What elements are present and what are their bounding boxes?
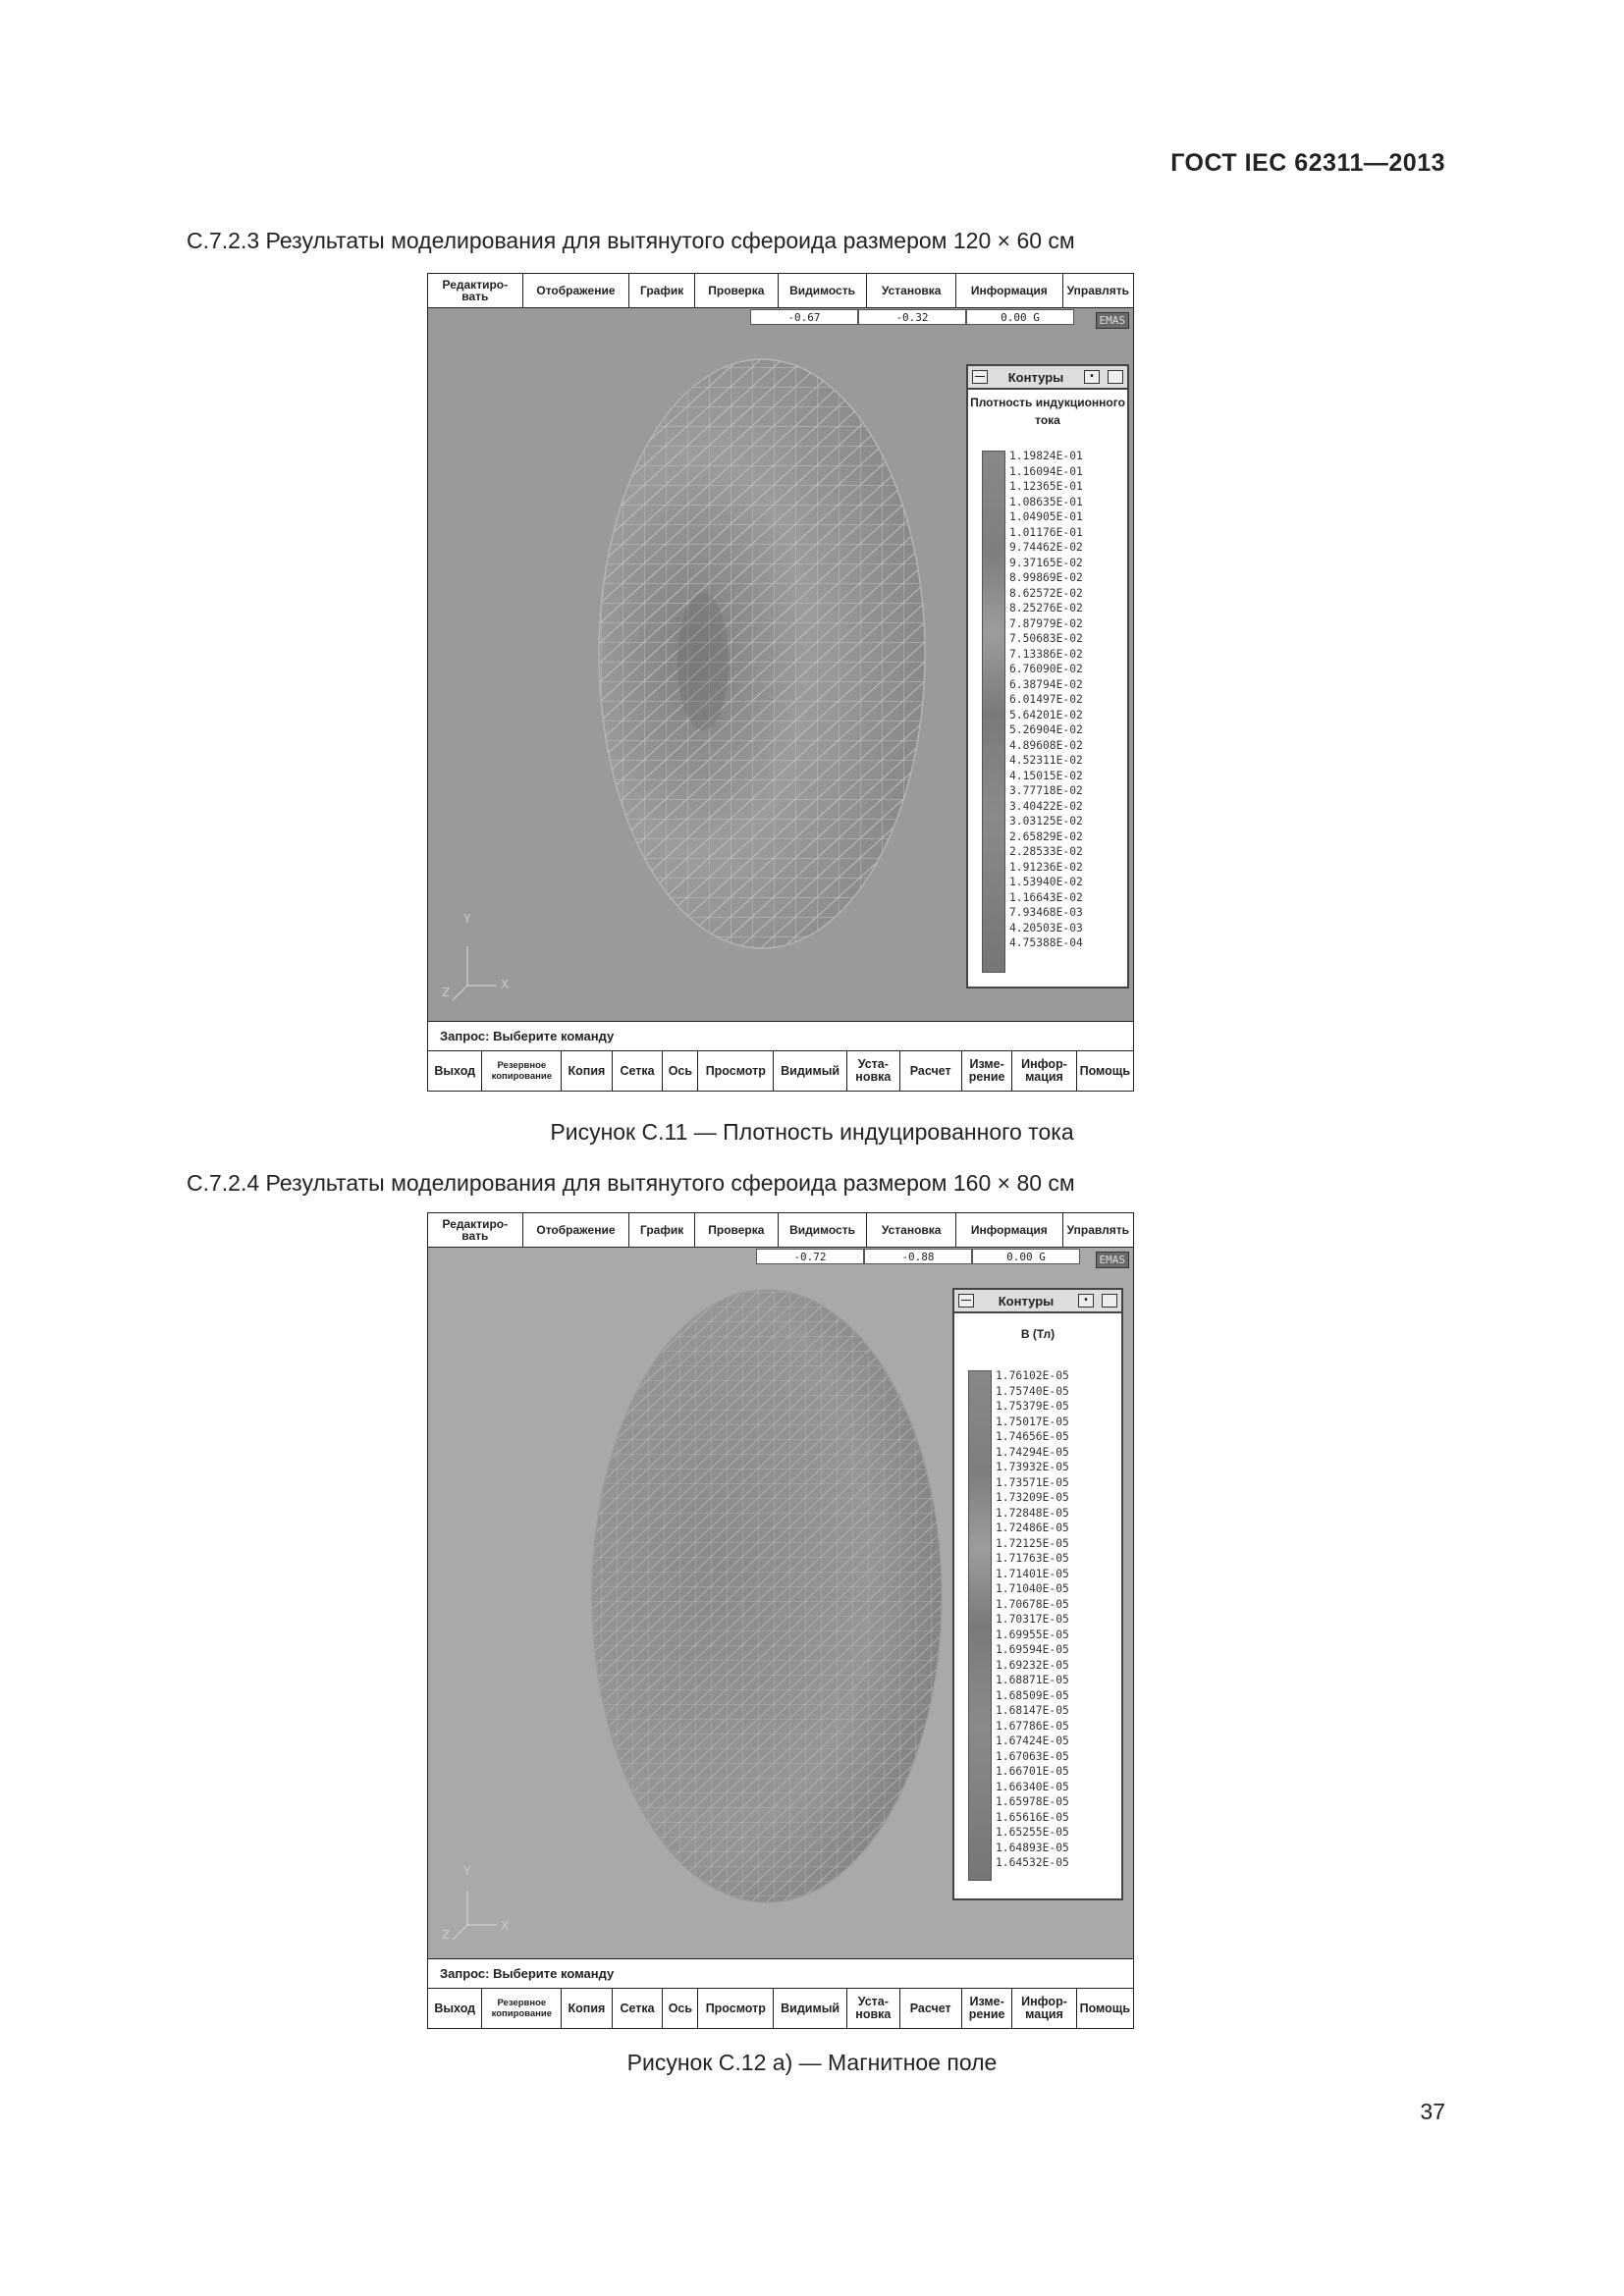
axis-y-label: Y: [463, 1864, 471, 1878]
simulation-window-2: [427, 1212, 1134, 2029]
cmd-info[interactable]: Инфор-мация: [1012, 1051, 1076, 1091]
maximize-icon[interactable]: [1102, 1294, 1117, 1308]
cmd-view[interactable]: Просмотр: [698, 1051, 774, 1091]
window-menu-icon[interactable]: —: [958, 1294, 974, 1308]
legend-titlebar[interactable]: [968, 366, 1127, 390]
axis-y-label: Y: [463, 912, 471, 926]
cmd-mesh[interactable]: Сетка: [613, 1989, 664, 2028]
cmd-copy[interactable]: Копия: [562, 1051, 613, 1091]
menu-info[interactable]: Информация: [956, 274, 1063, 307]
section-heading-1: С.7.2.3 Результаты моделирования для вытянутого сфероида размером 120 × 60 см: [187, 228, 1075, 253]
contours-legend[interactable]: [966, 364, 1129, 988]
maximize-icon[interactable]: [1108, 370, 1123, 384]
menu-check[interactable]: Проверка: [695, 274, 779, 307]
axis-z-label: Z: [442, 1928, 451, 1942]
legend-window-title: Контуры: [1007, 369, 1064, 385]
cmd-backup[interactable]: Резервное копирование: [482, 1051, 562, 1091]
section-heading-2: С.7.2.4 Результаты моделирования для вытянутого сфероида размером 160 × 80 см: [187, 1170, 1075, 1196]
emas-logo: EMAS: [1096, 1252, 1130, 1268]
menu-manage[interactable]: Управлять: [1066, 284, 1129, 297]
menu-bar: [428, 1213, 1133, 1248]
cmd-exit[interactable]: Выход: [428, 1051, 482, 1091]
document-code: ГОСТ IEC 62311—2013: [1170, 149, 1445, 177]
command-bar: [428, 1988, 1133, 2028]
cmd-setup[interactable]: Уста-новка: [847, 1989, 900, 2028]
minimize-icon[interactable]: •: [1078, 1294, 1094, 1308]
readout-x: -0.72: [756, 1249, 864, 1264]
readout-x: -0.67: [750, 309, 858, 325]
command-prompt: Запрос: Выберите команду: [428, 1021, 1133, 1051]
menu-setup[interactable]: Установка: [867, 1213, 956, 1247]
cmd-help[interactable]: Помощь: [1079, 2001, 1130, 2015]
figure-caption-2: Рисунок С.12 а) — Магнитное поле: [626, 2050, 998, 2075]
readout-y: -0.32: [858, 309, 966, 325]
emas-logo: EMAS: [1096, 312, 1130, 329]
cmd-calculate[interactable]: Расчет: [900, 1989, 962, 2028]
cmd-axis[interactable]: Ось: [663, 1989, 698, 2028]
legend-values: 1.19824E-01 1.16094E-01 1.12365E-01 1.08635E-01 1.04905E-01 1.01176E-01 9.74462E-02 9.37165E-02 8.99869E-02 8.62572E-02 8.25276E-02 7.87979E-02 7.50683E-02 7.13386E-02 6.76090E-02 6.38794E-02 6.01497E-02 5.64201E-02 5.26904E-02 4.89608E-02 4.52311E-02 4.15015E-02 3.77718E-02 3.40422E-02 3.03125E-02 2.65829E-02 2.28533E-02 1.91236E-02 1.53940E-02 1.16643E-02 7.93468E-03 4.20503E-03 4.75388E-04: [1009, 450, 1083, 949]
readout-y: -0.88: [864, 1249, 972, 1264]
minimize-icon[interactable]: •: [1084, 370, 1100, 384]
legend-values: 1.76102E-05 1.75740E-05 1.75379E-05 1.75017E-05 1.74656E-05 1.74294E-05 1.73932E-05 1.73571E-05 1.73209E-05 1.72848E-05 1.72486E-05 1.72125E-05 1.71763E-05 1.71401E-05 1.71040E-05 1.70678E-05 1.70317E-05 1.69955E-05 1.69594E-05 1.69232E-05 1.68871E-05 1.68509E-05 1.68147E-05 1.67786E-05 1.67424E-05 1.67063E-05 1.66701E-05 1.66340E-05 1.65978E-05 1.65616E-05 1.65255E-05 1.64893E-05 1.64532E-05: [996, 1369, 1069, 1869]
cmd-mesh[interactable]: Сетка: [613, 1051, 664, 1091]
cmd-visible[interactable]: Видимый: [774, 1051, 847, 1091]
menu-bar: [428, 274, 1133, 308]
cmd-setup[interactable]: Уста-новка: [847, 1051, 900, 1091]
cmd-info[interactable]: Инфор-мация: [1012, 1989, 1076, 2028]
menu-display[interactable]: Отображение: [523, 1213, 630, 1247]
simulation-window-1: [427, 273, 1134, 1092]
menu-setup[interactable]: Установка: [867, 274, 956, 307]
cmd-axis[interactable]: Ось: [663, 1051, 698, 1091]
menu-display[interactable]: Отображение: [523, 274, 630, 307]
command-prompt: Запрос: Выберите команду: [428, 1958, 1133, 1989]
cmd-measure[interactable]: Изме-рение: [962, 1989, 1013, 2028]
legend-window-title: Контуры: [998, 1293, 1055, 1308]
legend-quantity-title: B (Тл): [1020, 1327, 1056, 1341]
menu-check[interactable]: Проверка: [695, 1213, 779, 1247]
menu-edit[interactable]: Редактиро-вать: [428, 274, 523, 307]
color-scale-bar: [968, 1370, 992, 1881]
cmd-copy[interactable]: Копия: [562, 1989, 613, 2028]
axis-x-label: X: [501, 1919, 510, 1933]
readout-g: 0.00 G: [966, 309, 1074, 325]
menu-visibility[interactable]: Видимость: [779, 274, 868, 307]
legend-titlebar[interactable]: [954, 1290, 1121, 1313]
figure-caption-1: Рисунок С.11 — Плотность индуцированного тока: [550, 1119, 1074, 1145]
color-scale-bar: [982, 451, 1005, 973]
window-menu-icon[interactable]: —: [972, 370, 988, 384]
menu-visibility[interactable]: Видимость: [779, 1213, 868, 1247]
contours-legend[interactable]: [952, 1288, 1123, 1900]
page-number: 37: [1420, 2099, 1445, 2124]
cmd-view[interactable]: Просмотр: [698, 1989, 774, 2028]
cmd-measure[interactable]: Изме-рение: [962, 1051, 1013, 1091]
menu-graph[interactable]: График: [629, 1213, 695, 1247]
cmd-visible[interactable]: Видимый: [774, 1989, 847, 2028]
menu-edit[interactable]: Редактиро-вать: [428, 1213, 523, 1247]
coordinate-readout: [750, 309, 1074, 325]
legend-quantity-title: Плотность индукционного тока: [970, 396, 1125, 427]
command-bar: [428, 1050, 1133, 1091]
cmd-calculate[interactable]: Расчет: [900, 1051, 962, 1091]
cmd-exit[interactable]: Выход: [428, 1989, 482, 2028]
cmd-help[interactable]: Помощь: [1079, 1063, 1130, 1078]
coordinate-readout: [756, 1249, 1080, 1264]
readout-g: 0.00 G: [972, 1249, 1080, 1264]
menu-graph[interactable]: График: [629, 274, 695, 307]
axis-x-label: X: [501, 978, 510, 991]
cmd-backup[interactable]: Резервное копирование: [482, 1989, 562, 2028]
axis-z-label: Z: [442, 986, 451, 999]
menu-manage[interactable]: Управлять: [1066, 1223, 1129, 1237]
menu-info[interactable]: Информация: [956, 1213, 1063, 1247]
